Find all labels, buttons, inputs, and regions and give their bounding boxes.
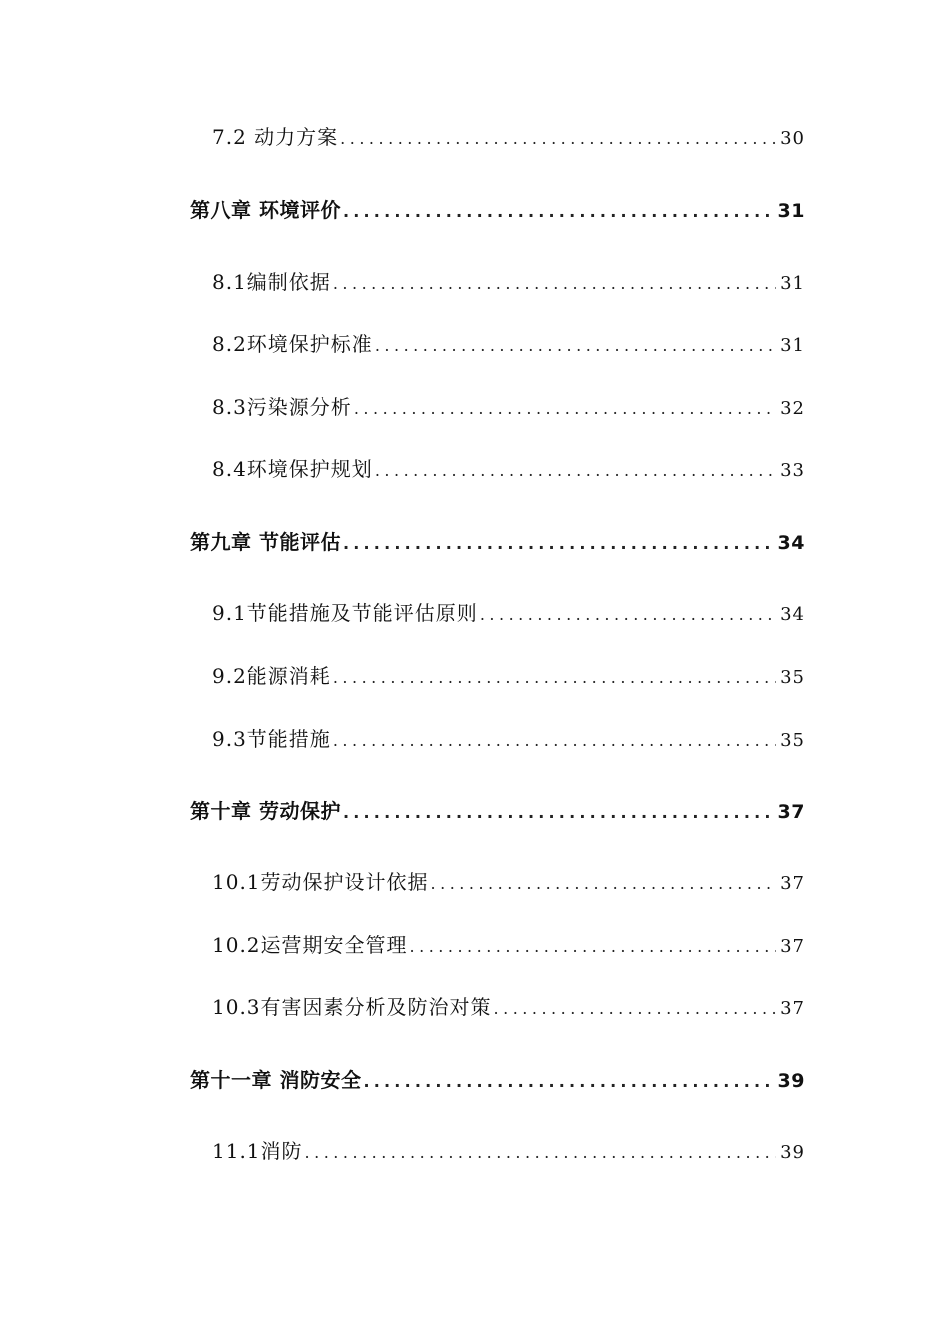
toc-chapter-8[interactable] [190,195,805,225]
toc-entry-8-3[interactable] [212,392,805,422]
toc-entry-title: 8.2环境保护标准 [212,332,373,356]
toc-dot-leader [494,994,777,1024]
toc-entry-title: 第九章 节能评估 [190,530,341,554]
toc-dot-leader [363,1067,773,1097]
toc-entry-page: 31 [777,200,805,222]
toc-entry-page: 33 [780,460,805,481]
toc-entry-page: 31 [780,273,805,294]
toc-entry-10-3[interactable] [212,992,805,1022]
toc-entry-11-1[interactable] [212,1136,805,1166]
toc-entry-page: 32 [780,398,805,419]
toc-entry-page: 37 [780,936,805,957]
toc-entry-title: 10.3有害因素分析及防治对策 [212,995,492,1019]
toc-entry-page: 35 [780,730,805,751]
toc-entry-page: 39 [777,1070,805,1092]
toc-entry-title: 8.3污染源分析 [212,395,352,419]
toc-dot-leader [480,600,776,630]
toc-entry-8-4[interactable] [212,454,805,484]
toc-dot-leader [333,269,776,299]
toc-dot-leader [340,124,776,154]
toc-entry-page: 37 [777,801,805,823]
toc-entry-title: 10.2运营期安全管理 [212,933,408,957]
toc-dot-leader [333,726,776,756]
toc-entry-9-2[interactable] [212,661,805,691]
toc-entry-page: 37 [780,998,805,1019]
toc-dot-leader [431,869,777,899]
toc-entry-9-1[interactable] [212,598,805,628]
toc-dot-leader [375,456,776,486]
toc-dot-leader [354,394,776,424]
toc-entry-title: 9.2能源消耗 [212,664,331,688]
toc-entry-title: 10.1劳动保护设计依据 [212,870,429,894]
toc-entry-8-1[interactable] [212,267,805,297]
toc-entry-page: 37 [780,873,805,894]
toc-entry-8-2[interactable] [212,329,805,359]
toc-entry-title: 8.4环境保护规划 [212,457,373,481]
toc-entry-title: 第八章 环境评价 [190,198,341,222]
toc-entry-title: 第十一章 消防安全 [190,1068,362,1092]
toc-dot-leader [343,798,774,828]
toc-entry-title: 9.3节能措施 [212,727,331,751]
toc-entry-page: 34 [777,532,805,554]
toc-dot-leader [333,663,776,693]
toc-dot-leader [375,331,776,361]
toc-chapter-9[interactable] [190,527,805,557]
toc-entry-page: 31 [780,335,805,356]
toc-entry-7-2[interactable] [212,122,805,152]
toc-dot-leader [410,932,777,962]
toc-entry-title: 第十章 劳动保护 [190,799,341,823]
toc-entry-page: 39 [780,1142,805,1163]
toc-entry-title: 8.1编制依据 [212,270,331,294]
toc-entry-9-3[interactable] [212,724,805,754]
toc-chapter-10[interactable] [190,796,805,826]
toc-entry-page: 30 [780,128,805,149]
toc-entry-page: 35 [780,667,805,688]
toc-entry-title: 7.2 动力方案 [212,125,339,149]
toc-entry-10-1[interactable] [212,867,805,897]
toc-entry-page: 34 [780,604,805,625]
toc-entry-title: 9.1节能措施及节能评估原则 [212,601,478,625]
toc-chapter-11[interactable] [190,1065,805,1095]
toc-dot-leader [305,1138,777,1168]
toc-entry-title: 11.1消防 [212,1139,303,1163]
toc-dot-leader [343,529,774,559]
toc-entry-10-2[interactable] [212,930,805,960]
toc-dot-leader [343,197,774,227]
